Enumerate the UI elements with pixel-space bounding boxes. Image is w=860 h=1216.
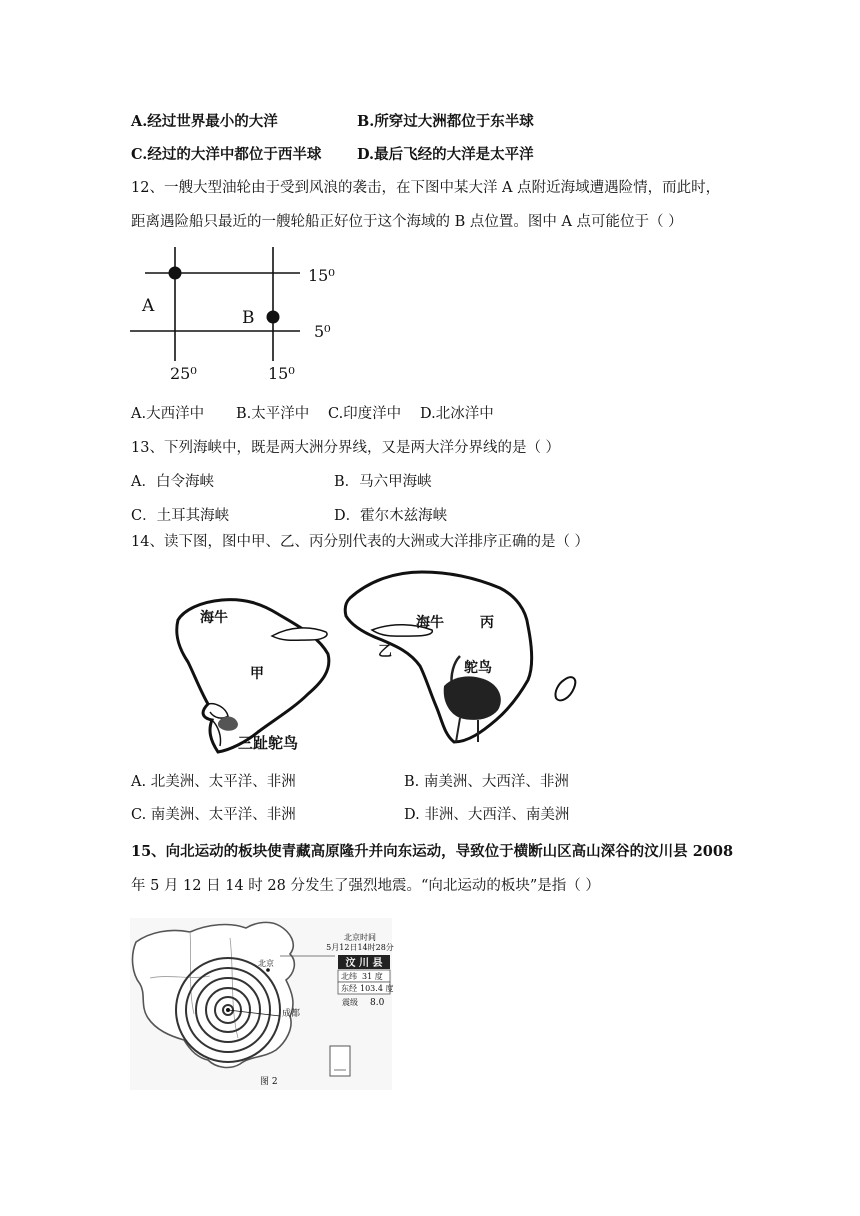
q15-china-map [130,918,392,1090]
chengdu-label: 成都 [282,1009,301,1019]
q13-option-a: A．白令海峡 [131,474,214,490]
beijing-label: 北京 [258,959,274,968]
q13-option-d: D．霍尔木兹海峡 [334,508,448,524]
right-bird-label: 鸵鸟 [464,660,492,676]
left-manatee-label: 海牛 [200,610,228,626]
lat-label-15: 15⁰ [308,266,335,285]
q12-stem-line1: 12、一艘大型油轮由于受到风浪的袭击，在下图中某大洋 A 点附近海域遭遇险情，而此时， [131,180,721,196]
lon-value: 103.4 度 [360,984,394,993]
q14-option-a: A. 北美洲、太平洋、非洲 [131,774,296,790]
figure-caption: 图 2 [260,1077,278,1087]
q12-option-c: C.印度洋中 [328,406,402,422]
q14-option-d: D. 非洲、大西洋、南美洲 [404,807,570,823]
point-b-marker [267,311,280,324]
point-a-label: A [142,296,155,316]
magnitude-label: 震级 [342,998,358,1007]
lon-label-15: 15⁰ [268,364,295,383]
q11-option-b: B.所穿过大洲都位于东半球 [357,113,534,130]
time-value: 5月12日14时28分 [326,943,394,952]
time-title: 北京时间 [344,933,376,942]
lon-label-25: 25⁰ [170,364,197,383]
magnitude-value: 8.0 [370,998,385,1008]
county-label: 汶 川 县 [345,958,383,969]
q12-grid-figure [130,245,350,385]
q11-option-c: C.经过的大洋中都位于西半球 [131,146,322,163]
lat-value: 31 度 [362,972,383,981]
lon-label: 东经 [341,984,357,993]
south-sea-inset [330,1046,350,1076]
q12-option-d: D.北冰洋中 [420,406,494,422]
q11-option-d: D.最后飞经的大洋是太平洋 [357,146,534,163]
left-bird-label: 三趾鸵鸟 [238,734,299,752]
q14-stem: 14、读下图，图中甲、乙、丙分别代表的大洲或大洋排序正确的是（ ） [131,534,590,550]
q13-stem: 13、下列海峡中，既是两大洲分界线，又是两大洋分界线的是（ ） [131,440,561,456]
point-b-label: B [242,308,255,328]
q14-option-c: C. 南美洲、太平洋、非洲 [131,807,296,823]
q14-continents-map [160,570,600,760]
q12-stem-line2: 距离遇险船只最近的一艘轮船正好位于这个海域的 B 点位置。图中 A 点可能位于（ ） [131,214,683,230]
q15-stem-line2: 年 5 月 12 日 14 时 28 分发生了强烈地震。“向北运动的板块”是指（ ） [131,878,600,894]
lat-label-5: 5⁰ [314,322,331,341]
point-a-marker [169,267,182,280]
label-jia: 甲 [250,666,264,682]
q12-option-b: B.太平洋中 [236,406,310,422]
q12-option-a: A.大西洋中 [131,406,205,422]
right-manatee-label: 海牛 [416,615,444,631]
q13-option-c: C．土耳其海峡 [131,508,230,524]
africa-outline [345,572,532,742]
label-yi: 乙 [378,644,392,660]
q13-option-b: B．马六甲海峡 [334,474,432,490]
madagascar-outline [555,677,575,700]
label-bing: 丙 [480,615,494,631]
lat-label: 北纬 [341,972,357,981]
q14-option-b: B. 南美洲、大西洋、非洲 [404,774,569,790]
q11-option-a: A.经过世界最小的大洋 [131,113,278,130]
q15-stem-line1: 15、向北运动的板块使青藏高原隆升并向东运动，导致位于横断山区高山深谷的汶川县 2008 [131,843,734,860]
